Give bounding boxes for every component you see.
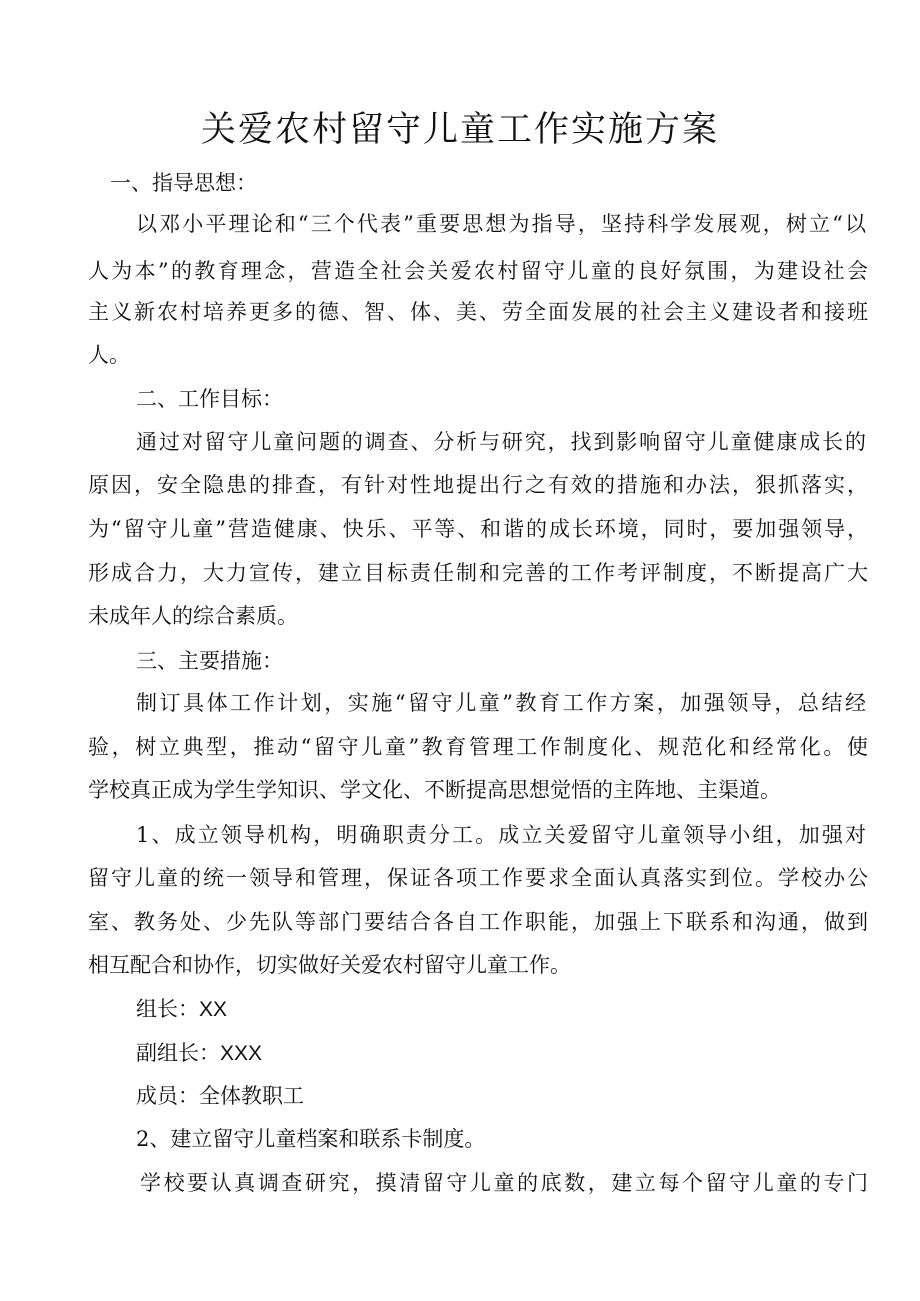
paragraph-line: 学校真正成为学生学知识、学文化、不断提高思想觉悟的主阵地、主渠道。 bbox=[88, 778, 781, 802]
paragraph-line: 学校要认真调查研究，摸清留守儿童的底数，建立每个留守儿童的专门 bbox=[140, 1171, 868, 1195]
paragraph-line: 未成年人的综合素质。 bbox=[88, 604, 298, 628]
paragraph-line: 形成合力，大力宣传，建立目标责任制和完善的工作考评制度，不断提高广大 bbox=[88, 561, 868, 585]
paragraph-line: 人。 bbox=[88, 343, 130, 367]
section-heading-guiding-thought: 一、指导思想： bbox=[110, 171, 257, 195]
deputy-value: XXX bbox=[220, 1042, 263, 1065]
list-item-1-line: 1、成立领导机构，明确职责分工。成立关爱留守儿童领导小组，加强对 bbox=[136, 823, 866, 847]
deputy-leader-line bbox=[136, 1038, 916, 1069]
section-heading-main-measures: 三、主要措施： bbox=[136, 649, 283, 673]
deputy-label: 副组长： bbox=[136, 1041, 220, 1065]
leader-label: 组长： bbox=[136, 997, 199, 1021]
leader-line bbox=[136, 994, 916, 1025]
paragraph-line: 主义新农村培养更多的德、智、体、美、劳全面发展的社会主义建设者和接班 bbox=[88, 300, 868, 324]
paragraph-line: 原因，安全隐患的排查，有针对性地提出行之有效的措施和办法，狠抓落实， bbox=[88, 473, 868, 497]
list-item-2-heading: 2、建立留守儿童档案和联系卡制度。 bbox=[136, 1127, 486, 1151]
paragraph-line: 以邓小平理论和“三个代表”重要思想为指导，坚持科学发展观，树立“以 bbox=[136, 212, 866, 236]
paragraph-line: 人为本”的教育理念，营造全社会关爱农村留守儿童的良好氛围，为建设社会 bbox=[88, 259, 868, 283]
members-line: 成员：全体教职工 bbox=[136, 1084, 304, 1108]
paragraph-line: 制订具体工作计划，实施“留守儿童”教育工作方案，加强领导，总结经 bbox=[136, 691, 866, 715]
paragraph-line: 验，树立典型，推动“留守儿童”教育管理工作制度化、规范化和经常化。使 bbox=[88, 735, 868, 759]
paragraph-line: 通过对留守儿童问题的调查、分析与研究，找到影响留守儿童健康成长的 bbox=[136, 430, 866, 454]
paragraph-line: 相互配合和协作，切实做好关爱农村留守儿童工作。 bbox=[88, 953, 571, 977]
paragraph-line: 为“留守儿童”营造健康、快乐、平等、和谐的成长环境，同时，要加强领导， bbox=[88, 517, 868, 541]
leader-value: XX bbox=[199, 998, 228, 1021]
document-title: 关爱农村留守儿童工作实施方案 bbox=[200, 110, 719, 150]
paragraph-line: 留守儿童的统一领导和管理，保证各项工作要求全面认真落实到位。学校办公 bbox=[88, 866, 868, 890]
section-heading-work-goals: 二、工作目标： bbox=[136, 387, 283, 411]
paragraph-line: 室、教务处、少先队等部门要结合各自工作职能，加强上下联系和沟通，做到 bbox=[88, 910, 868, 934]
